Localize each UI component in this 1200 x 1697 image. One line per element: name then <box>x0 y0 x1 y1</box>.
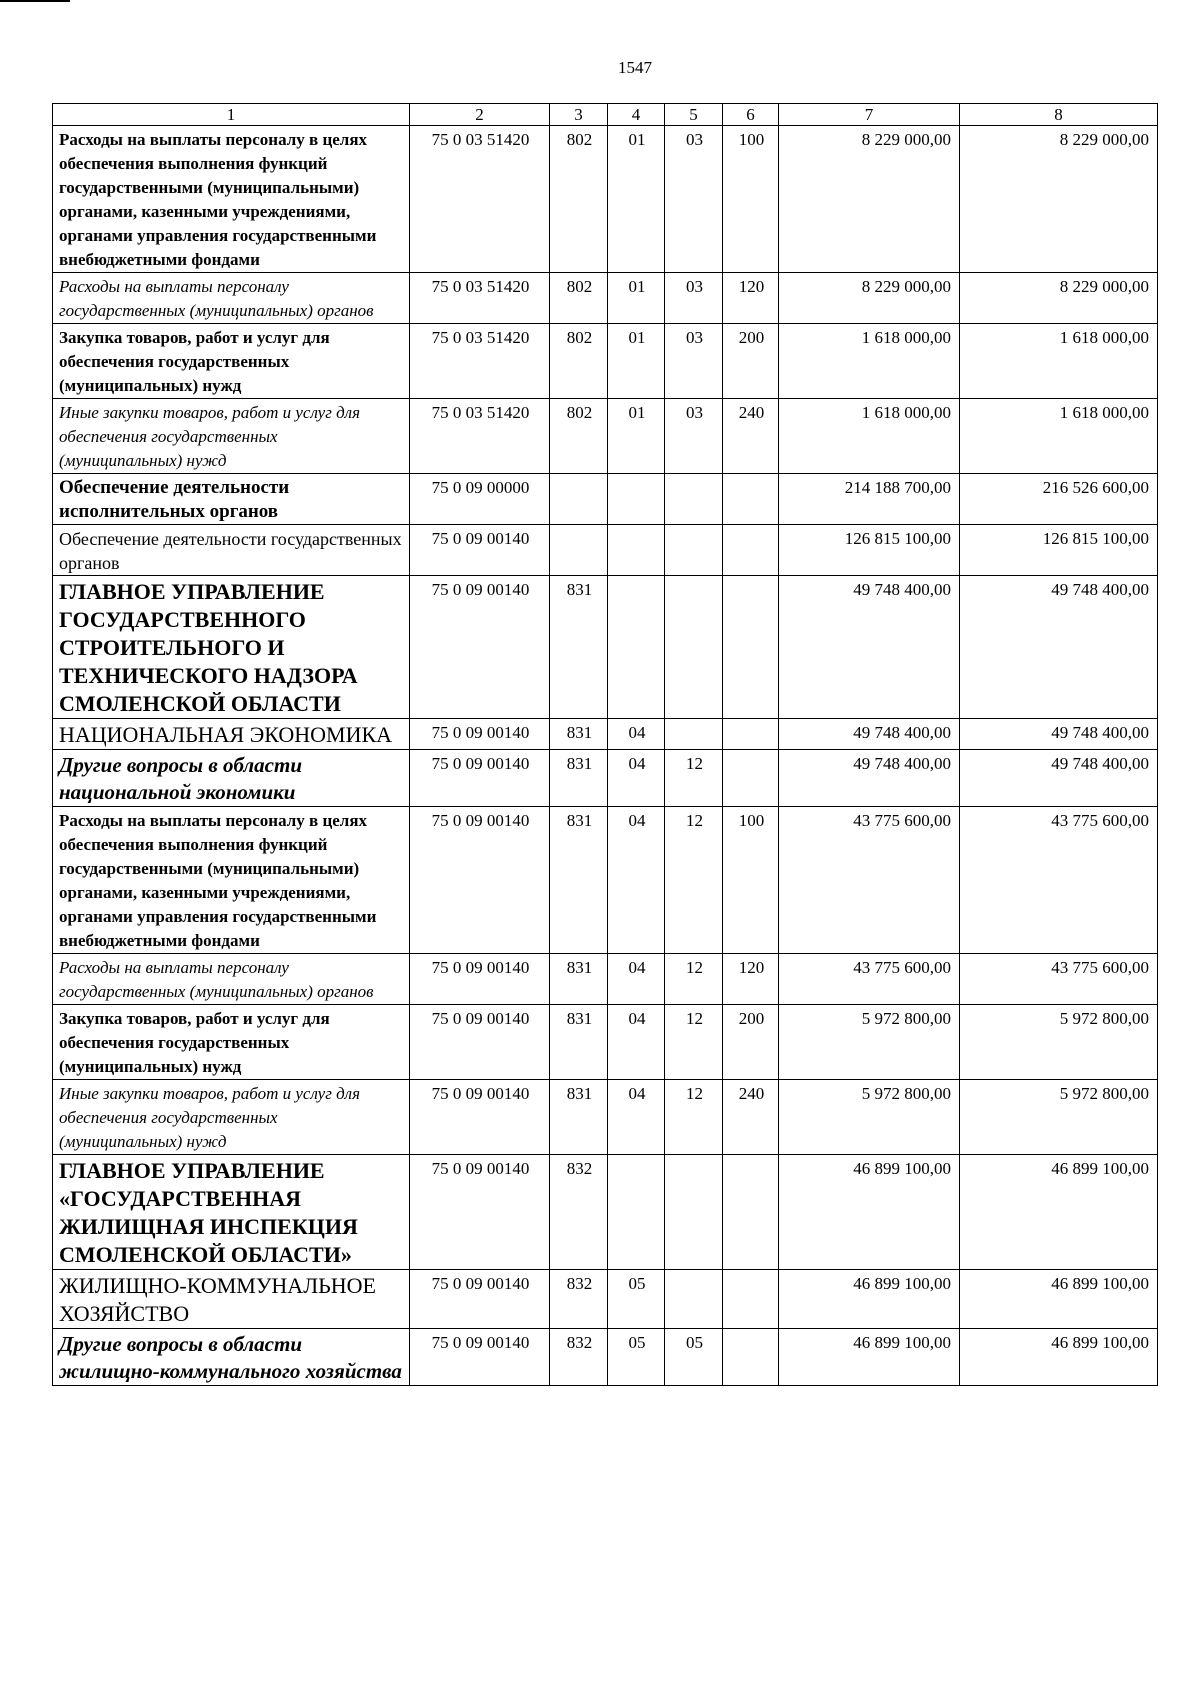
target-article-code: 75 0 09 00140 <box>410 1005 550 1080</box>
target-article-code: 75 0 09 00140 <box>410 954 550 1005</box>
expense-type-code <box>723 1329 779 1386</box>
target-article-code: 75 0 09 00140 <box>410 719 550 750</box>
subsection-code <box>665 525 723 576</box>
column-header: 4 <box>608 104 665 126</box>
target-article-code: 75 0 09 00140 <box>410 525 550 576</box>
ministry-code: 831 <box>550 1005 608 1080</box>
subsection-code: 12 <box>665 1080 723 1155</box>
row-name: Закупка товаров, работ и услуг для обеспечения государственных (муниципальных) нужд <box>53 1005 410 1080</box>
row-name: Закупка товаров, работ и услуг для обеспечения государственных (муниципальных) нужд <box>53 324 410 399</box>
table-row <box>53 1005 1158 1080</box>
ministry-code: 831 <box>550 576 608 719</box>
scan-edge-line <box>0 0 70 2</box>
ministry-code: 802 <box>550 126 608 273</box>
section-code <box>608 525 665 576</box>
subsection-code: 03 <box>665 324 723 399</box>
row-name: Расходы на выплаты персоналу в целях обеспечения выполнения функций государственными (муниципальными) органами, казенными учреждениями, органами управления государственными внебюджетными фондами <box>53 126 410 273</box>
table-row <box>53 525 1158 576</box>
amount-year-1: 8 229 000,00 <box>779 126 960 273</box>
section-code: 01 <box>608 324 665 399</box>
amount-year-1: 49 748 400,00 <box>779 576 960 719</box>
amount-year-1: 5 972 800,00 <box>779 1080 960 1155</box>
column-header: 7 <box>779 104 960 126</box>
amount-year-2: 43 775 600,00 <box>960 954 1158 1005</box>
target-article-code: 75 0 09 00140 <box>410 1080 550 1155</box>
section-code: 04 <box>608 1080 665 1155</box>
amount-year-1: 46 899 100,00 <box>779 1155 960 1270</box>
ministry-code: 831 <box>550 807 608 954</box>
expense-type-code: 240 <box>723 399 779 474</box>
amount-year-2: 5 972 800,00 <box>960 1080 1158 1155</box>
target-article-code: 75 0 09 00140 <box>410 576 550 719</box>
subsection-code: 03 <box>665 399 723 474</box>
section-code: 04 <box>608 719 665 750</box>
column-number-row <box>53 104 1158 126</box>
expense-type-code: 200 <box>723 324 779 399</box>
ministry-code: 831 <box>550 1080 608 1155</box>
expense-type-code <box>723 750 779 807</box>
column-header: 5 <box>665 104 723 126</box>
amount-year-1: 46 899 100,00 <box>779 1270 960 1329</box>
expense-type-code: 100 <box>723 807 779 954</box>
subsection-code <box>665 719 723 750</box>
table-row <box>53 1155 1158 1270</box>
table-row <box>53 750 1158 807</box>
section-code: 01 <box>608 273 665 324</box>
column-header: 1 <box>53 104 410 126</box>
ministry-code: 831 <box>550 750 608 807</box>
ministry-code <box>550 525 608 576</box>
subsection-code <box>665 576 723 719</box>
table-row <box>53 399 1158 474</box>
amount-year-2: 8 229 000,00 <box>960 273 1158 324</box>
ministry-code: 802 <box>550 399 608 474</box>
amount-year-2: 43 775 600,00 <box>960 807 1158 954</box>
expense-type-code: 120 <box>723 954 779 1005</box>
row-name: Обеспечение деятельности исполнительных органов <box>53 474 410 525</box>
amount-year-2: 46 899 100,00 <box>960 1155 1158 1270</box>
amount-year-2: 8 229 000,00 <box>960 126 1158 273</box>
target-article-code: 75 0 09 00140 <box>410 1155 550 1270</box>
amount-year-2: 1 618 000,00 <box>960 324 1158 399</box>
row-name: ГЛАВНОЕ УПРАВЛЕНИЕ «ГОСУДАРСТВЕННАЯ ЖИЛИЩНАЯ ИНСПЕКЦИЯ СМОЛЕНСКОЙ ОБЛАСТИ» <box>53 1155 410 1270</box>
amount-year-1: 49 748 400,00 <box>779 719 960 750</box>
target-article-code: 75 0 09 00140 <box>410 807 550 954</box>
section-code: 04 <box>608 1005 665 1080</box>
column-header: 3 <box>550 104 608 126</box>
table-row <box>53 474 1158 525</box>
expense-type-code: 120 <box>723 273 779 324</box>
expense-type-code <box>723 576 779 719</box>
section-code: 05 <box>608 1329 665 1386</box>
subsection-code: 05 <box>665 1329 723 1386</box>
table-row <box>53 576 1158 719</box>
subsection-code: 12 <box>665 1005 723 1080</box>
expense-type-code: 100 <box>723 126 779 273</box>
target-article-code: 75 0 03 51420 <box>410 399 550 474</box>
expense-type-code <box>723 1270 779 1329</box>
expense-type-code <box>723 474 779 525</box>
table-row <box>53 126 1158 273</box>
column-header: 8 <box>960 104 1158 126</box>
section-code: 04 <box>608 750 665 807</box>
target-article-code: 75 0 03 51420 <box>410 126 550 273</box>
amount-year-1: 43 775 600,00 <box>779 954 960 1005</box>
subsection-code <box>665 1270 723 1329</box>
column-header: 6 <box>723 104 779 126</box>
amount-year-1: 126 815 100,00 <box>779 525 960 576</box>
subsection-code: 12 <box>665 750 723 807</box>
target-article-code: 75 0 09 00140 <box>410 750 550 807</box>
amount-year-1: 8 229 000,00 <box>779 273 960 324</box>
subsection-code: 03 <box>665 273 723 324</box>
target-article-code: 75 0 09 00140 <box>410 1270 550 1329</box>
amount-year-1: 1 618 000,00 <box>779 399 960 474</box>
expense-type-code <box>723 1155 779 1270</box>
table-row <box>53 273 1158 324</box>
row-name: Обеспечение деятельности государственных органов <box>53 525 410 576</box>
subsection-code: 03 <box>665 126 723 273</box>
amount-year-2: 5 972 800,00 <box>960 1005 1158 1080</box>
ministry-code: 802 <box>550 324 608 399</box>
subsection-code <box>665 1155 723 1270</box>
amount-year-2: 49 748 400,00 <box>960 719 1158 750</box>
ministry-code: 832 <box>550 1329 608 1386</box>
section-code: 04 <box>608 807 665 954</box>
page-number: 1547 <box>618 58 652 77</box>
table-row <box>53 807 1158 954</box>
section-code <box>608 576 665 719</box>
section-code <box>608 474 665 525</box>
table-row <box>53 719 1158 750</box>
row-name: Другие вопросы в области жилищно-коммунального хозяйства <box>53 1329 410 1386</box>
expense-type-code: 240 <box>723 1080 779 1155</box>
target-article-code: 75 0 09 00000 <box>410 474 550 525</box>
amount-year-2: 46 899 100,00 <box>960 1270 1158 1329</box>
table-row <box>53 1270 1158 1329</box>
ministry-code: 802 <box>550 273 608 324</box>
amount-year-1: 1 618 000,00 <box>779 324 960 399</box>
row-name: Иные закупки товаров, работ и услуг для обеспечения государственных (муниципальных) нужд <box>53 1080 410 1155</box>
row-name: Расходы на выплаты персоналу государственных (муниципальных) органов <box>53 954 410 1005</box>
row-name: Другие вопросы в области национальной экономики <box>53 750 410 807</box>
ministry-code: 832 <box>550 1155 608 1270</box>
expense-type-code: 200 <box>723 1005 779 1080</box>
amount-year-2: 49 748 400,00 <box>960 576 1158 719</box>
amount-year-2: 46 899 100,00 <box>960 1329 1158 1386</box>
table-row <box>53 1080 1158 1155</box>
row-name: Расходы на выплаты персоналу в целях обеспечения выполнения функций государственными (муниципальными) органами, казенными учреждениями, органами управления государственными внебюджетными фондами <box>53 807 410 954</box>
amount-year-2: 126 815 100,00 <box>960 525 1158 576</box>
row-name: ЖИЛИЩНО-КОММУНАЛЬНОЕ ХОЗЯЙСТВО <box>53 1270 410 1329</box>
table-row <box>53 1329 1158 1386</box>
amount-year-1: 43 775 600,00 <box>779 807 960 954</box>
row-name: Расходы на выплаты персоналу государственных (муниципальных) органов <box>53 273 410 324</box>
budget-table <box>52 103 1158 1386</box>
column-header: 2 <box>410 104 550 126</box>
section-code: 05 <box>608 1270 665 1329</box>
subsection-code: 12 <box>665 954 723 1005</box>
amount-year-2: 216 526 600,00 <box>960 474 1158 525</box>
expense-type-code <box>723 719 779 750</box>
ministry-code: 832 <box>550 1270 608 1329</box>
subsection-code: 12 <box>665 807 723 954</box>
section-code: 04 <box>608 954 665 1005</box>
subsection-code <box>665 474 723 525</box>
target-article-code: 75 0 09 00140 <box>410 1329 550 1386</box>
amount-year-1: 5 972 800,00 <box>779 1005 960 1080</box>
amount-year-2: 49 748 400,00 <box>960 750 1158 807</box>
ministry-code: 831 <box>550 954 608 1005</box>
ministry-code <box>550 474 608 525</box>
amount-year-1: 214 188 700,00 <box>779 474 960 525</box>
ministry-code: 831 <box>550 719 608 750</box>
amount-year-2: 1 618 000,00 <box>960 399 1158 474</box>
table-row <box>53 324 1158 399</box>
section-code: 01 <box>608 126 665 273</box>
target-article-code: 75 0 03 51420 <box>410 273 550 324</box>
section-code <box>608 1155 665 1270</box>
expense-type-code <box>723 525 779 576</box>
target-article-code: 75 0 03 51420 <box>410 324 550 399</box>
row-name: НАЦИОНАЛЬНАЯ ЭКОНОМИКА <box>53 719 410 750</box>
row-name: ГЛАВНОЕ УПРАВЛЕНИЕ ГОСУДАРСТВЕННОГО СТРОИТЕЛЬНОГО И ТЕХНИЧЕСКОГО НАДЗОРА СМОЛЕНСКОЙ ОБЛАСТИ <box>53 576 410 719</box>
section-code: 01 <box>608 399 665 474</box>
table-row <box>53 954 1158 1005</box>
amount-year-1: 49 748 400,00 <box>779 750 960 807</box>
row-name: Иные закупки товаров, работ и услуг для обеспечения государственных (муниципальных) нужд <box>53 399 410 474</box>
amount-year-1: 46 899 100,00 <box>779 1329 960 1386</box>
